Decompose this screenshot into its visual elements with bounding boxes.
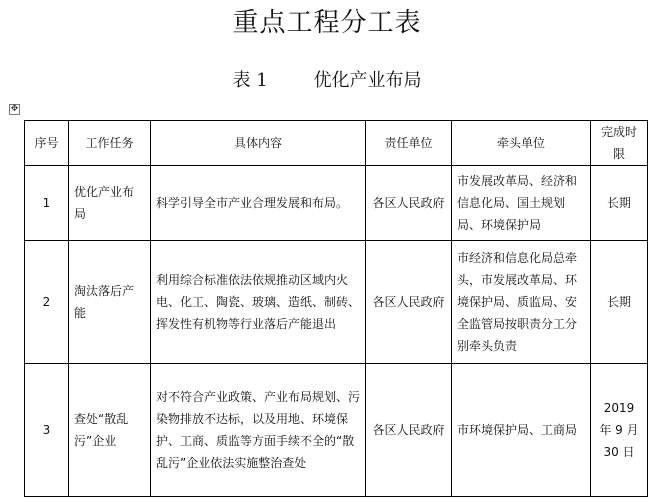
table-caption <box>0 66 654 92</box>
table-row <box>25 166 648 241</box>
cell-responsible: 各区人民政府 <box>366 166 452 241</box>
cell-deadline: 长期 <box>591 166 648 241</box>
cell-index: 2 <box>25 241 69 364</box>
cell-deadline: 2019 年 9 月 30 日 <box>591 364 648 497</box>
cell-content: 科学引导全市产业合理发展和布局。 <box>151 166 366 241</box>
cell-content: 对不符合产业政策、产业布局规划、污染物排放不达标，以及用地、环境保护、工商、质监等方面手续不全的“散乱污”企业依法实施整治查处 <box>151 364 366 497</box>
document-title: 重点工程分工表 <box>232 8 422 38</box>
header-responsible: 责任单位 <box>366 121 452 166</box>
header-content: 具体内容 <box>151 121 366 166</box>
caption-number: 表 1 <box>232 70 268 91</box>
cell-task: 优化产业布局 <box>69 166 151 241</box>
cell-lead: 市环境保护局、工商局 <box>452 364 591 497</box>
cell-content: 利用综合标准依法依规推动区域内火电、化工、陶瓷、玻璃、造纸、制砖、挥发性有机物等行业落后产能退出 <box>151 241 366 364</box>
move-cross-icon[interactable]: ✥ <box>10 104 19 114</box>
cell-task: 查处“散乱污”企业 <box>69 364 151 497</box>
table-row <box>25 364 648 497</box>
table-row <box>25 241 648 364</box>
header-lead: 牵头单位 <box>452 121 591 166</box>
header-deadline: 完成时限 <box>591 121 648 166</box>
table-header-row <box>25 121 648 166</box>
caption-text: 优化产业布局 <box>313 70 422 91</box>
cell-task: 淘汰落后产能 <box>69 241 151 364</box>
cell-responsible: 各区人民政府 <box>366 364 452 497</box>
work-table <box>24 120 648 497</box>
header-task: 工作任务 <box>69 121 151 166</box>
cell-index: 3 <box>25 364 69 497</box>
cell-index: 1 <box>25 166 69 241</box>
cell-lead: 市发展改革局、经济和信息化局、国土规划局、环境保护局 <box>452 166 591 241</box>
cell-deadline: 长期 <box>591 241 648 364</box>
cell-responsible: 各区人民政府 <box>366 241 452 364</box>
cell-lead: 市经济和信息化局总牵头，市发展改革局、环境保护局、质监局、安全监管局按职责分工分别牵头负责 <box>452 241 591 364</box>
header-index: 序号 <box>25 121 69 166</box>
